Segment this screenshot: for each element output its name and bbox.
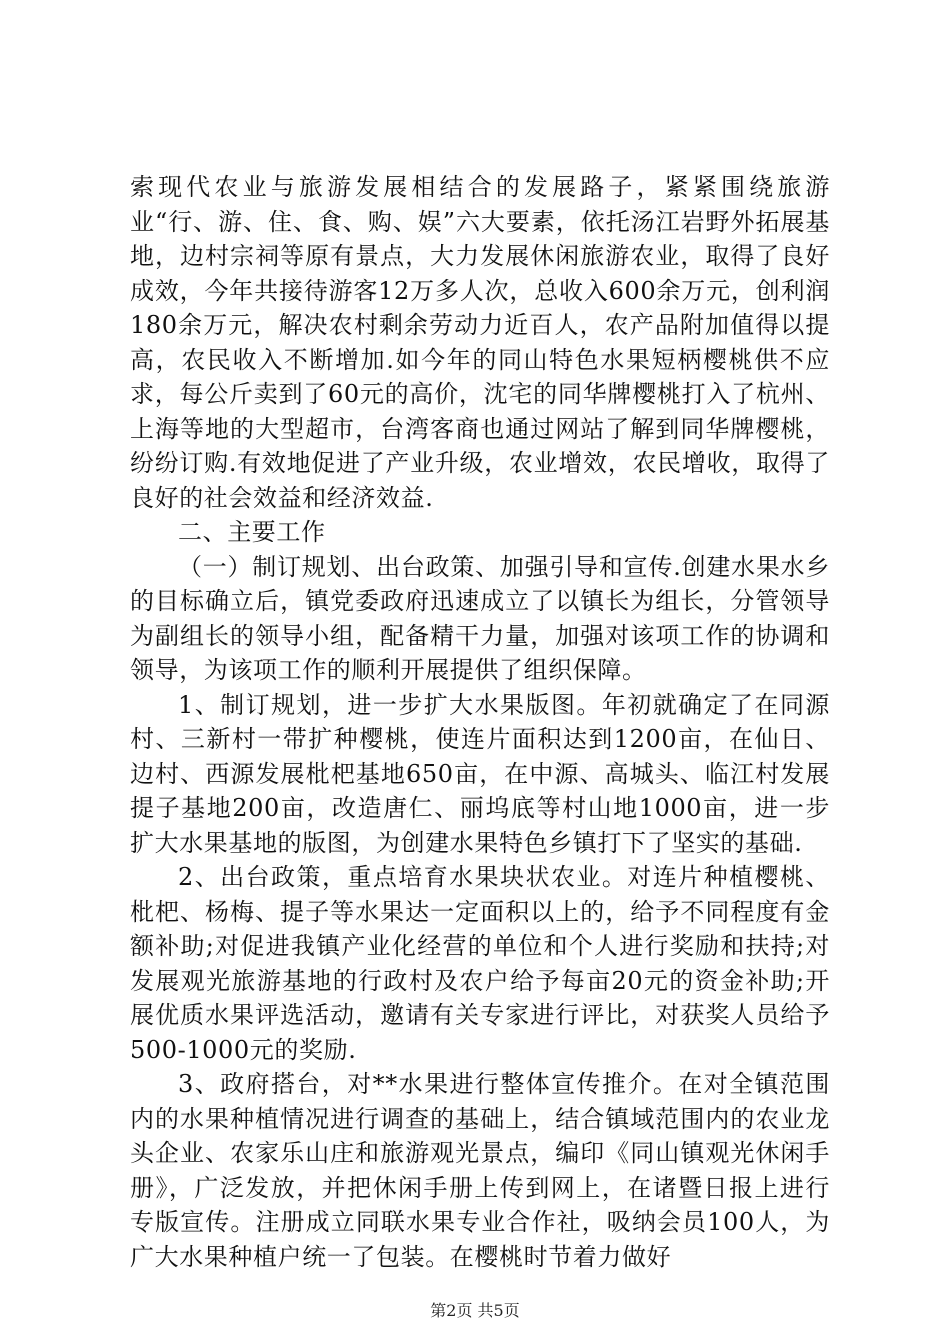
paragraph-continued: 索现代农业与旅游发展相结合的发展路子，紧紧围绕旅游业“行、游、住、食、购、娱”六大要素，依托汤江岩野外拓展基地，边村宗祠等原有景点，大力发展休闲旅游农业，取得了良好成效，今年共接待游客12万多人次，总收入600余万元，创利润180余万元，解决农村剩余劳动力近百人，农产品附加值得以提高，农民收入不断增加.如今年的同山特色水果短柄樱桃供不应求，每公斤卖到了60元的高价，沈宅的同华牌樱桃打入了杭州、上海等地的大型超市，台湾客商也通过网站了解到同华牌樱桃，纷纷订购.有效地促进了产业升级，农业增效，农民增收，取得了良好的社会效益和经济效益. [130, 173, 830, 512]
paragraph-item-2: 2、出台政策，重点培育水果块状农业。对连片种植樱桃、枇杷、杨梅、提子等水果达一定面积以上的，给予不同程度有金额补助;对促进我镇产业化经营的单位和个人进行奖励和扶持;对发展观光旅游基地的行政村及农户给予每亩20元的资金补助;开展优质水果评选活动，邀请有关专家进行评比，对获奖人员给予500-1000元的奖励. [130, 863, 830, 1064]
paragraph-item-3: 3、政府搭台，对**水果进行整体宣传推介。在对全镇范围内的水果种植情况进行调查的基础上，结合镇域范围内的农业龙头企业、农家乐山庄和旅游观光景点，编印《同山镇观光休闲手册》，广泛发放，并把休闲手册上传到网上，在诸暨日报上进行专版宣传。注册成立同联水果专业合作社，吸纳会员100人，为广大水果种植户统一了包装。在樱桃时节着力做好 [130, 1070, 830, 1271]
paragraph-subsection-one: （一）制订规划、出台政策、加强引导和宣传.创建水果水乡的目标确立后，镇党委政府迅速成立了以镇长为组长，分管领导为副组长的领导小组，配备精干力量，加强对该项工作的协调和领导，为该项工作的顺利开展提供了组织保障。 [130, 552, 830, 684]
section-heading: 二、主要工作 [178, 518, 326, 546]
document-body [130, 170, 830, 1274]
paragraph-item-1: 1、制订规划，进一步扩大水果版图。年初就确定了在同源村、三新村一带扩种樱桃，使连片面积达到1200亩，在仙日、边村、西源发展枇杷基地650亩，在中源、高城头、临江村发展提子基地200亩，改造唐仁、丽坞底等村山地1000亩，进一步扩大水果基地的版图，为创建水果特色乡镇打下了坚实的基础. [130, 690, 830, 857]
page-footer: 第2页 共5页 [430, 1301, 520, 1320]
